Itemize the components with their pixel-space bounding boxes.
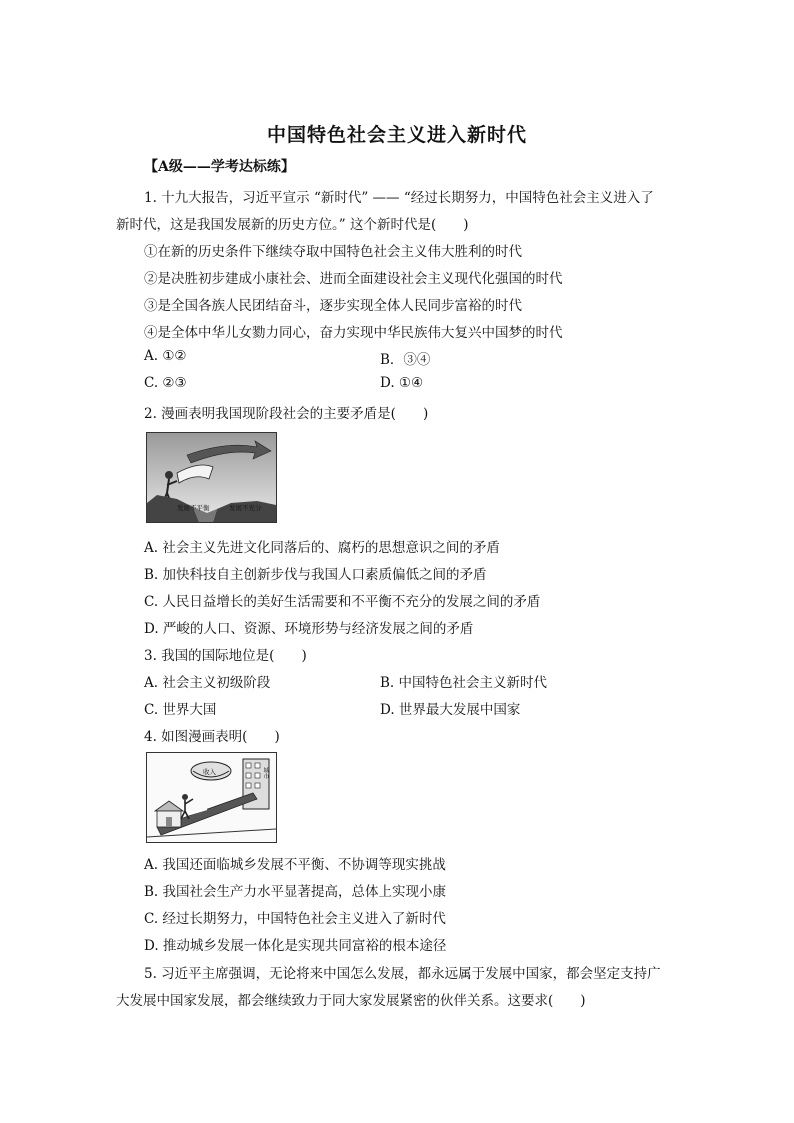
q5-stem-line1: 5. 习近平主席强调，无论将来中国怎么发展，都永远属于发展中国家，都会坚定支持广 [144,966,661,982]
q4-stem: 4. 如图漫画表明( ) [144,729,280,745]
q1-option-d: D. ①④ [380,375,424,391]
q2-cartoon-right-label: 发展不充分 [229,504,262,512]
q3-option-b: B. 中国特色社会主义新时代 [380,675,548,691]
q4-option-a: A. 我国还面临城乡发展不平衡、不协调等现实挑战 [144,857,446,873]
section-heading: 【A级——学考达标练】 [144,159,295,175]
q3-option-a: A. 社会主义初级阶段 [144,675,271,691]
q4-cartoon [146,752,277,843]
q4-option-d: D. 推动城乡发展一体化是实现共同富裕的根本途径 [144,938,447,954]
q2-cartoon-left-label: 发展不平衡 [177,504,210,512]
q1-statement-2: ②是决胜初步建成小康社会、进而全面建设社会主义现代化强国的时代 [144,271,563,287]
q1-option-c: C. ②③ [144,375,187,391]
q2-cartoon [146,432,277,523]
page-title: 中国特色社会主义进入新时代 [266,124,527,146]
q1-statement-4: ④是全体中华儿女勠力同心，奋力实现中华民族伟大复兴中国梦的时代 [144,325,563,341]
q2-option-d: D. 严峻的人口、资源、环境形势与经济发展之间的矛盾 [144,621,474,637]
q4-option-b: B. 我国社会生产力水平显著提高，总体上实现小康 [144,884,447,900]
q1-option-b: B．③④ [380,352,431,368]
q2-stem: 2. 漫画表明我国现阶段社会的主要矛盾是( ) [144,406,429,422]
q1-statement-1: ①在新的历史条件下继续夺取中国特色社会主义伟大胜利的时代 [144,244,522,260]
q1-stem-line2: 新时代，这是我国发展新的历史方位。” 这个新时代是( ) [116,217,469,233]
q5-stem-line2: 大发展中国家发展，都会继续致力于同大家发展紧密的伙伴关系。这要求( ) [116,993,586,1009]
q4-cartoon-city-label: 城市 [262,767,269,779]
q2-option-b: B. 加快科技自主创新步伐与我国人口素质偏低之间的矛盾 [144,567,487,583]
q1-statement-3: ③是全国各族人民团结奋斗，逐步实现全体人民同步富裕的时代 [144,298,522,314]
q3-option-d: D. 世界最大发展中国家 [380,702,521,718]
q4-option-c: C. 经过长期努力，中国特色社会主义进入了新时代 [144,911,446,927]
q3-option-c: C. 世界大国 [144,702,217,718]
q1-option-a: A. ①② [144,348,187,364]
q1-stem-line1: 1. 十九大报告，习近平宣示 “新时代” —— “经过长期努力，中国特色社会主义进入了 [144,190,654,206]
q2-option-a: A. 社会主义先进文化同落后的、腐朽的思想意识之间的矛盾 [144,540,500,556]
q3-stem: 3. 我国的国际地位是( ) [144,648,307,664]
q4-cartoon-income-label: 收入 [203,768,216,776]
q2-option-c: C. 人民日益增长的美好生活需要和不平衡不充分的发展之间的矛盾 [144,594,541,610]
